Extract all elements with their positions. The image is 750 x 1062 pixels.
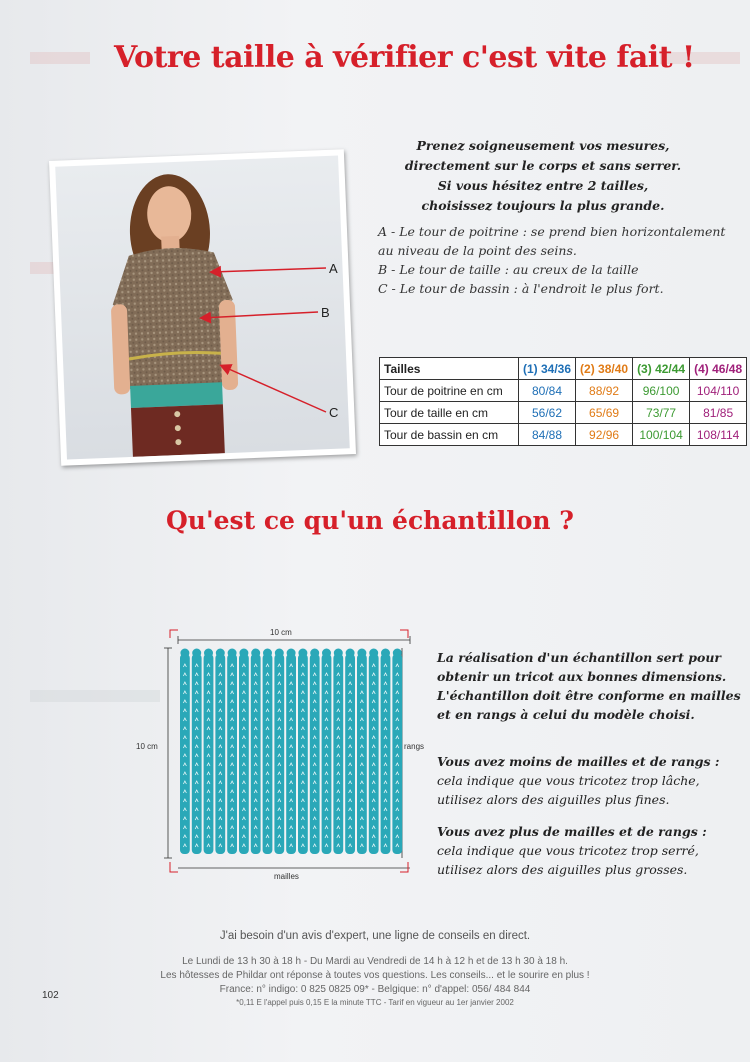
- arrow-b: [202, 312, 318, 318]
- swatch-loop: [275, 649, 284, 658]
- swatch-loop: [334, 649, 343, 658]
- swatch-loop: [228, 649, 237, 658]
- row-label: Tour de bassin en cm: [380, 424, 519, 446]
- swatch-loop: [298, 649, 307, 658]
- footer-hostesses: Les hôtesses de Phildar ont réponse à toutes vos questions. Les conseils... et le sourire en plus !: [160, 970, 590, 981]
- advice-line: cela indique que vous tricotez trop serré,: [437, 843, 699, 858]
- measure-definitions: [378, 222, 726, 298]
- swatch-loop: [204, 649, 213, 658]
- swatch-loop: [310, 649, 319, 658]
- table-cell: 100/104: [633, 424, 690, 446]
- page-title: Votre taille à vérifier c'est vite fait !: [114, 40, 695, 75]
- footer-note: *0,11 E l'appel puis 0,15 E la minute TTC - Tarif en vigueur au 1er janvier 2002: [236, 998, 514, 1007]
- advice-heading: Vous avez plus de mailles et de rangs :: [437, 824, 707, 839]
- footer-hours: Le Lundi de 13 h 30 à 18 h - Du Mardi au Vendredi de 14 h à 12 h et de 13 h 30 à 18 h.: [182, 956, 568, 967]
- table-cell: 104/110: [690, 380, 747, 402]
- swatch-loop: [381, 649, 390, 658]
- swatch-loop: [287, 649, 296, 658]
- swatch-diagram: [132, 622, 432, 892]
- swatch-loop: [357, 649, 366, 658]
- table-cell: 73/77: [633, 402, 690, 424]
- advice-line: cela indique que vous tricotez trop lâche,: [437, 773, 700, 788]
- swatch-loop: [346, 649, 355, 658]
- table-header: (4) 46/48: [690, 358, 747, 380]
- table-header-row: [380, 358, 747, 380]
- row-label: Tour de poitrine en cm: [380, 380, 519, 402]
- table-cell: 92/96: [576, 424, 633, 446]
- swatch-loop: [192, 649, 201, 658]
- table-cell: 56/62: [519, 402, 576, 424]
- definition-line: au niveau de la point des seins.: [378, 243, 577, 258]
- intro-line: choisissez toujours la plus grande.: [421, 198, 665, 213]
- swatch-loop: [239, 649, 248, 658]
- too-tight-advice: [437, 822, 737, 879]
- arrow-a: [212, 268, 326, 272]
- row-label: Tour de taille en cm: [380, 402, 519, 424]
- intro-text: [378, 136, 708, 216]
- footer-phones: France: n° indigo: 0 825 0825 09* - Belgique: n° d'appel: 056/ 484 844: [219, 984, 531, 995]
- table-row: [380, 380, 747, 402]
- intro-line: directement sur le corps et sans serrer.: [404, 158, 682, 173]
- advice-line: utilisez alors des aiguilles plus fines.: [437, 792, 670, 807]
- swatch-loop: [263, 649, 272, 658]
- swatch-bottom-label: mailles: [274, 872, 299, 881]
- label-a: A: [329, 261, 338, 276]
- table-header: (1) 34/36: [519, 358, 576, 380]
- table-cell: 84/88: [519, 424, 576, 446]
- section-title: Qu'est ce qu'un échantillon ?: [166, 506, 574, 535]
- intro-line: Si vous hésitez entre 2 tailles,: [437, 178, 649, 193]
- definition-line: C - Le tour de bassin : à l'endroit le plus fort.: [378, 281, 664, 296]
- swatch-left-label: 10 cm: [136, 742, 158, 751]
- table-header: (3) 42/44: [633, 358, 690, 380]
- sample-line: et en rangs à celui du modèle choisi.: [437, 707, 695, 722]
- too-loose-advice: [437, 752, 737, 809]
- swatch-top-label: 10 cm: [270, 628, 292, 637]
- page-number: 102: [42, 990, 59, 1001]
- table-header: Tailles: [380, 358, 519, 380]
- sample-line: L'échantillon doit être conforme en mailles: [437, 688, 741, 703]
- label-c: C: [329, 405, 339, 420]
- swatch-loop: [369, 649, 378, 658]
- table-cell: 81/85: [690, 402, 747, 424]
- definition-line: A - Le tour de poitrine : se prend bien horizontalement: [378, 224, 726, 239]
- table-cell: 96/100: [633, 380, 690, 402]
- table-header: (2) 38/40: [576, 358, 633, 380]
- advice-heading: Vous avez moins de mailles et de rangs :: [437, 754, 720, 769]
- swatch-loop: [216, 649, 225, 658]
- swatch-loop: [393, 649, 402, 658]
- table-row: [380, 424, 747, 446]
- advice-line: utilisez alors des aiguilles plus grosses.: [437, 862, 688, 877]
- size-table: [379, 357, 747, 446]
- swatch-loop: [251, 649, 260, 658]
- footer-expert: J'ai besoin d'un avis d'expert, une ligne de conseils en direct.: [219, 930, 531, 942]
- sample-line: obtenir un tricot aux bonnes dimensions.: [437, 669, 727, 684]
- intro-line: Prenez soigneusement vos mesures,: [416, 138, 670, 153]
- sample-intro: [437, 648, 741, 724]
- table-cell: 65/69: [576, 402, 633, 424]
- table-cell: 80/84: [519, 380, 576, 402]
- definition-line: B - Le tour de taille : au creux de la taille: [378, 262, 639, 277]
- gauge-swatch: [132, 622, 432, 892]
- arrow-c: [222, 366, 326, 412]
- swatch-loop: [180, 649, 189, 658]
- table-cell: 88/92: [576, 380, 633, 402]
- table-cell: 108/114: [690, 424, 747, 446]
- table-row: [380, 402, 747, 424]
- label-b: B: [321, 305, 330, 320]
- swatch-loop: [322, 649, 331, 658]
- sample-line: La réalisation d'un échantillon sert pour: [437, 650, 721, 665]
- swatch-right-label: rangs: [404, 742, 425, 751]
